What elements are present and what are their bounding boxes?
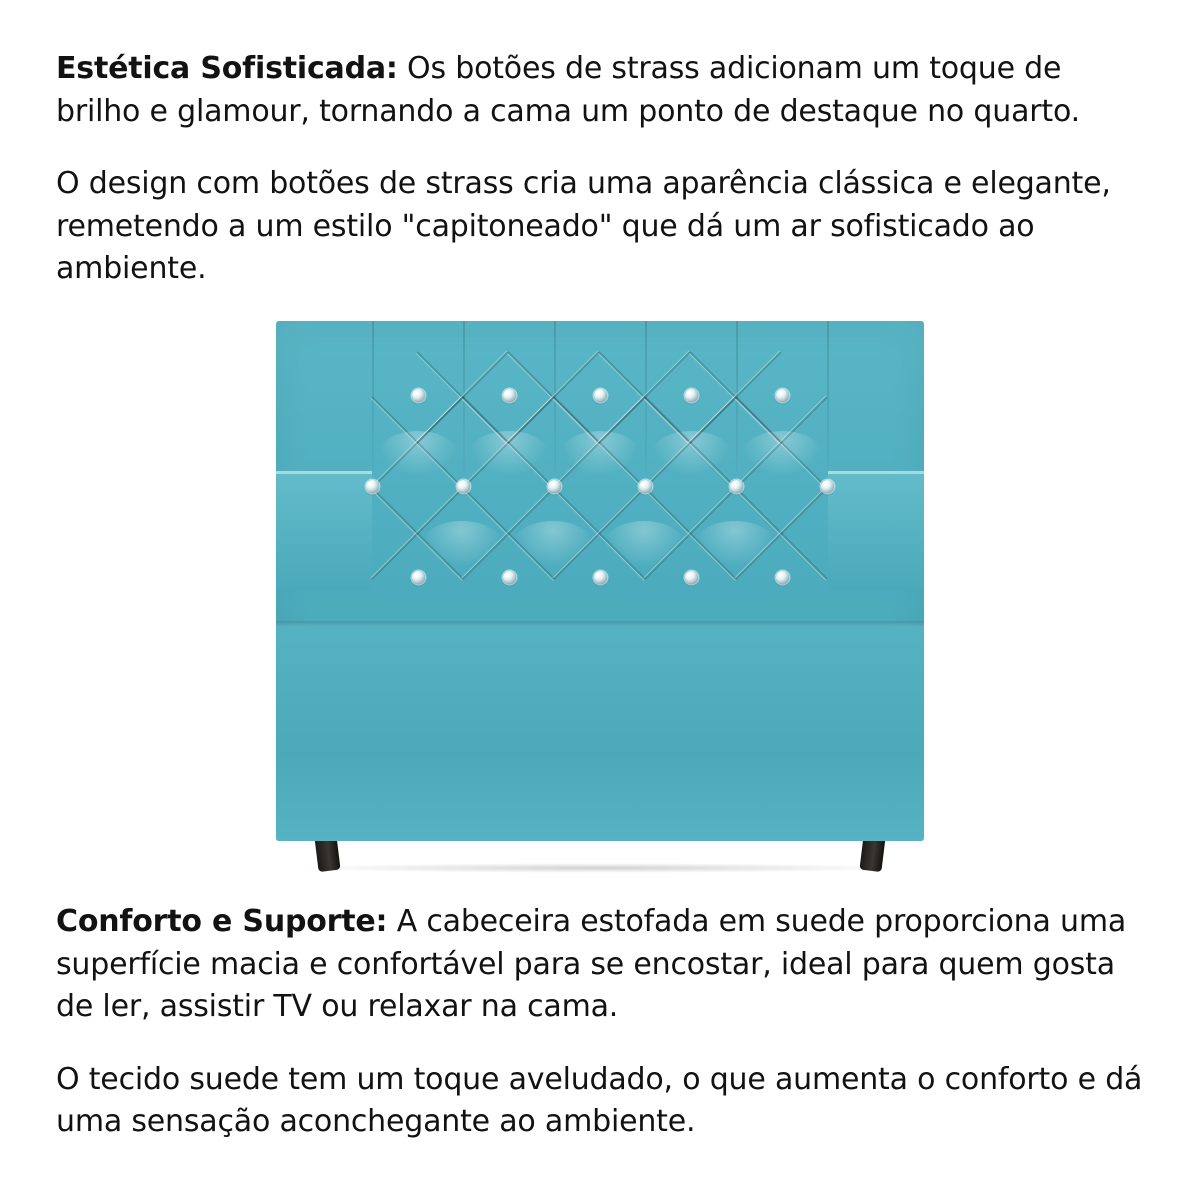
side-bolster-seam-left — [276, 471, 372, 474]
pucker — [513, 521, 593, 567]
strass-button — [776, 571, 789, 584]
strass-button — [639, 480, 652, 493]
strass-button — [412, 571, 425, 584]
strass-button — [503, 571, 516, 584]
side-bolster-right — [828, 471, 924, 591]
strass-button — [457, 480, 470, 493]
strass-button — [776, 389, 789, 402]
strass-button — [685, 389, 698, 402]
paragraph-text: Os botões de strass adicionam um toque de brilho e glamour, tornando a cama um ponto de destaque no quarto. — [56, 51, 1080, 129]
paragraph-text: O tecido suede tem um toque aveludado, o que aumenta o conforto e dá uma sensação aconchegante ao ambiente. — [56, 1061, 1143, 1140]
pucker — [695, 521, 775, 567]
side-bolster-seam-right — [828, 471, 924, 474]
paragraph-text: A cabeceira estofada em suede proporciona uma superfície macia e confortável para se encostar, ideal para quem gosta de ler, assistir TV ou relaxar na cama. — [56, 903, 1127, 1025]
strass-button — [730, 480, 743, 493]
paragraph-estetica-1 — [56, 48, 1144, 133]
strass-button — [412, 389, 425, 402]
strass-button — [594, 389, 607, 402]
section-conforto — [56, 901, 1144, 1144]
strass-button — [366, 480, 379, 493]
paragraph-lead: Estética Sofisticada: — [56, 51, 398, 86]
headboard-figure — [56, 321, 1144, 871]
paragraph-estetica-2 — [56, 163, 1144, 291]
strass-button — [821, 480, 834, 493]
headboard-body — [276, 321, 924, 841]
paragraph-lead: Conforto e Suporte: — [56, 903, 388, 939]
section-estetica — [56, 48, 1144, 291]
paragraph-conforto-2 — [56, 1059, 1144, 1144]
pucker — [604, 521, 684, 567]
strass-button — [594, 571, 607, 584]
strass-button — [685, 571, 698, 584]
paragraph-text: O design com botões de strass cria uma aparência clássica e elegante, remetendo a um estilo "capitoneado" que dá um ar sofisticado ao ambiente. — [56, 166, 1111, 287]
pucker — [422, 521, 502, 567]
side-bolster-left — [276, 471, 372, 591]
strass-button — [503, 389, 516, 402]
paragraph-conforto-1 — [56, 901, 1144, 1029]
headboard-product-photo — [276, 321, 924, 871]
tufted-diamond-panel — [372, 321, 828, 621]
strass-button — [548, 480, 561, 493]
lower-panel — [276, 626, 924, 841]
